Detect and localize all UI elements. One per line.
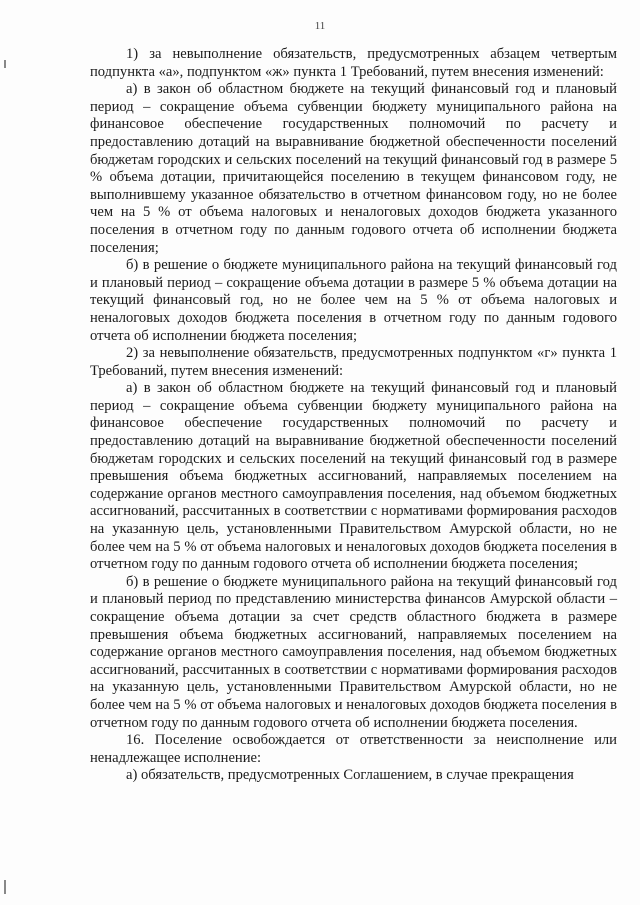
paragraph-5: а) в закон об областном бюджете на текущий финансовый год и плановый период – сокращение объема субвенции бюджету муниципального района на финансовое обеспечение государственных полномочий по расчету и предоставлению дотаций на выравнивание бюджетной обеспеченности поселений бюджетам городских и сельских поселений на текущий финансовый год в размере превышения объема бюджетных ассигнований, направляемых поселением на содержание органов местного самоуправления поселения, над объемом бюджетных ассигнований, рассчитанных в соответствии с нормативами формирования расходов на указанную цель, установленными Правительством Амурской области, но не более чем на 5 % от объема налоговых и неналоговых доходов бюджета поселения в отчетном году по данным годового отчета об исполнении бюджета поселения;	[90, 380, 617, 573]
page-number: 11	[314, 20, 326, 32]
paragraph-2: а) в закон об областном бюджете на текущий финансовый год и плановый период – сокращение объема субвенции бюджету муниципального района на финансовое обеспечение государственных полномочий по расчету и предоставлению дотаций на выравнивание бюджетной обеспеченности поселений бюджетам городских и сельских поселений на текущий финансовый год в размере 5 % объема дотации, причитающейся поселению в текущем финансовом году, не выполнившему указанное обязательство в отчетном финансовом году, но не более чем на 5 % от объема налоговых и неналоговых доходов бюджета указанного поселения в отчетном году по данным годового отчета об исполнении бюджета поселения;	[90, 81, 617, 256]
paragraph-3: б) в решение о бюджете муниципального района на текущий финансовый год и плановый период – сокращение объема дотации в размере 5 % объема дотации на текущий финансовый год, но не более чем на 5 % от объема налоговых и неналоговых доходов бюджета поселения в отчетном году по данным годового отчета об исполнении бюджета поселения;	[90, 257, 617, 344]
scan-margin-mark	[4, 880, 6, 894]
paragraph-6: б) в решение о бюджете муниципального района на текущий финансовый год и плановый период по представлению министерства финансов Амурской области – сокращение объема дотации за счет средств областного бюджета в размере превышения объема бюджетных ассигнований, направляемых поселением на содержание органов местного самоуправления поселения, над объемом бюджетных ассигнований, рассчитанных в соответствии с нормативами формирования расходов на указанную цель, установленными Правительством Амурской области, но не более чем на 5 % от объема налоговых и неналоговых доходов бюджета поселения в отчетном году по данным годового отчета об исполнении бюджета поселения.	[90, 573, 617, 731]
scan-margin-mark	[4, 60, 6, 68]
paragraph-7: 16. Поселение освобождается от ответственности за неисполнение или ненадлежащее исполнение:	[90, 732, 617, 766]
paragraph-4: 2) за невыполнение обязательств, предусмотренных подпунктом «г» пункта 1 Требований, путем внесения изменений:	[90, 345, 617, 379]
paragraph-1: 1) за невыполнение обязательств, предусмотренных абзацем четвертым подпункта «а», подпунктом «ж» пункта 1 Требований, путем внесения изменений:	[90, 46, 617, 80]
document-body	[90, 46, 617, 785]
paragraph-8: а) обязательств, предусмотренных Соглашением, в случае прекращения	[126, 767, 574, 784]
